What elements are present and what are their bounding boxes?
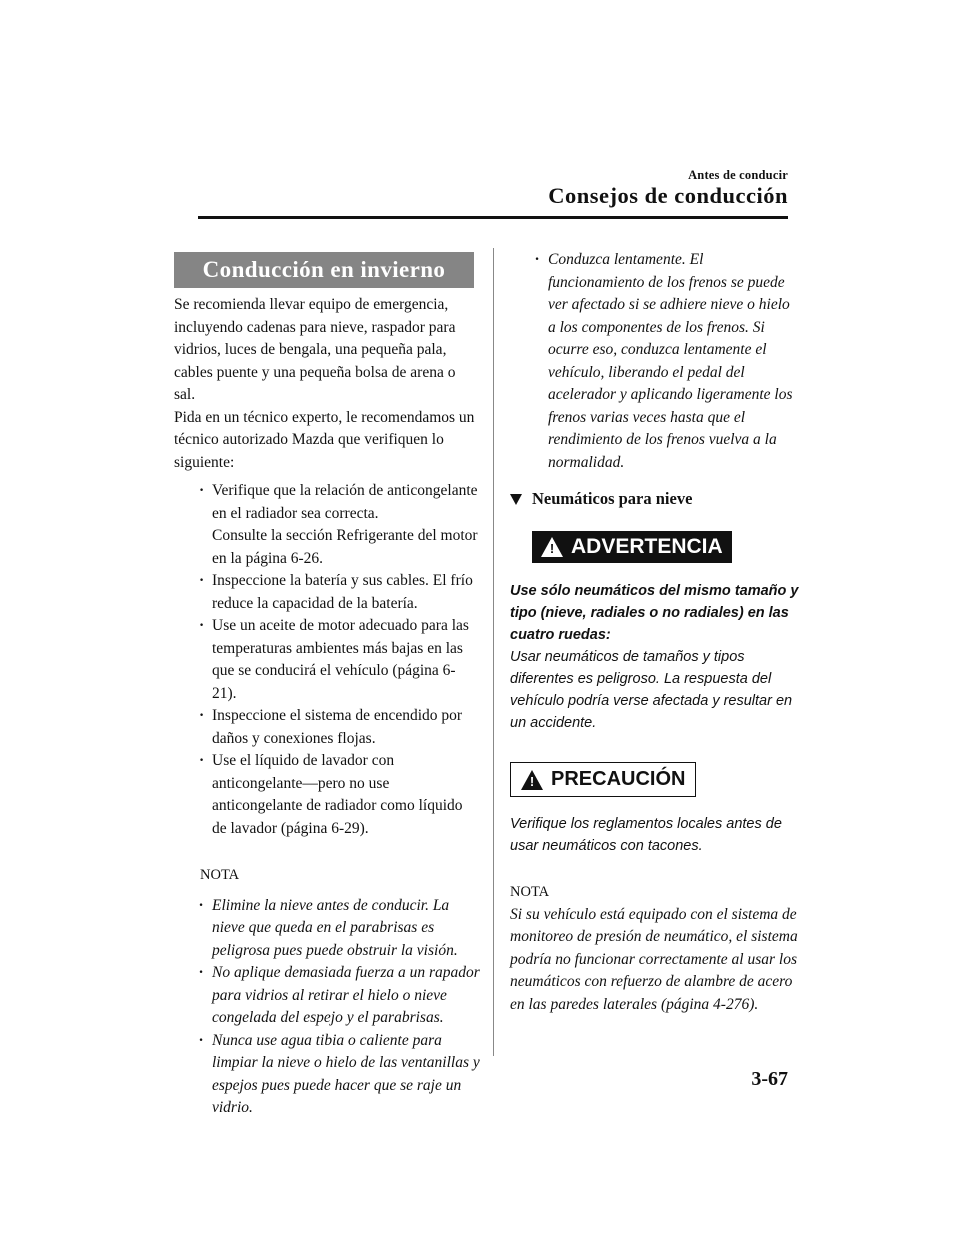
caution-label: PRECAUCIÓN xyxy=(551,768,686,791)
warning-bold-text: Use sólo neumáticos del mismo tamaño y tipo (nieve, radiales o no radiales) en las cuatro ruedas: xyxy=(510,583,799,644)
nota-item: · No aplique demasiada fuerza a un rapador para vidrios al retirar el hielo o nieve congelada del espejo y el parabrisas. xyxy=(174,962,480,1030)
intro-paragraph-2: Pida en un técnico experto, le recomendamos un técnico autorizado Mazda que verifiquen lo siguiente: xyxy=(174,408,475,471)
nota-label: NOTA xyxy=(510,884,550,900)
nota-text: Si su vehículo está equipado con el sistema de monitoreo de presión de neumático, el sistema podría no funcionar correctamente al usar los neumáticos con refuerzo de alambre de acero en las paredes laterales (página 4-276). xyxy=(510,905,798,1013)
section-header-title: Consejos de conducción xyxy=(548,183,788,208)
list-item: · Use un aceite de motor adecuado para las temperaturas ambientes más bajas en las que se conducirá el vehículo (página 6-21). xyxy=(174,615,480,705)
subsection-heading-text: Neumáticos para nieve xyxy=(532,489,693,508)
list-item-reference: Consulte la sección Refrigerante del motor en la página 6-26. xyxy=(212,527,478,567)
warning-badge xyxy=(532,531,732,564)
warning-icon: ! xyxy=(541,537,563,557)
caution-badge xyxy=(510,762,696,797)
chapter-label: Antes de conducir xyxy=(688,168,788,182)
nota-list xyxy=(174,895,480,1120)
caution-text: Verifique los reglamentos locales antes de usar neumáticos con tacones. xyxy=(510,816,782,854)
list-item xyxy=(174,480,480,570)
triangle-down-icon xyxy=(510,494,522,505)
right-column xyxy=(510,249,800,1016)
header-rule xyxy=(198,216,788,219)
nota-item: · Conduzca lentamente. El funcionamiento de los frenos se puede ver afectado si se adhiere nieve o hielo a los componentes de los frenos. Si ocurre eso, conduzca lentamente el vehículo, liberando el pedal del acelerador y aplicando ligeramente los frenos varias veces hasta que el rendimiento de los frenos vuelva a la normalidad. xyxy=(510,249,800,474)
warning-text: Usar neumáticos de tamaños y tipos diferentes es peligroso. La respuesta del vehículo podría verse afectada y resultar en un accidente. xyxy=(510,649,793,732)
list-item: · Use el líquido de lavador con anticongelante―pero no use anticongelante de radiador como líquido de lavador (página 6-29). xyxy=(174,750,480,840)
continued-list xyxy=(510,249,800,474)
page-number: 3-67 xyxy=(751,1068,788,1090)
left-column xyxy=(174,252,480,1120)
nota-item: · Elimine la nieve antes de conducir. La nieve que queda en el parabrisas es peligrosa pues puede obstruir la visión. xyxy=(174,895,480,963)
list-item: · Inspeccione la batería y sus cables. El frío reduce la capacidad de la batería. xyxy=(174,570,480,615)
column-divider xyxy=(493,248,494,1056)
nota-label: NOTA xyxy=(200,867,240,883)
warning-icon: ! xyxy=(521,770,543,790)
list-item: · Inspeccione el sistema de encendido por daños y conexiones flojas. xyxy=(174,705,480,750)
intro-paragraph: Se recomienda llevar equipo de emergencia, incluyendo cadenas para nieve, raspador para vidrios, luces de bengala, una pequeña pala, cables puente y una pequeña bolsa de arena o sal. xyxy=(174,296,456,403)
checklist xyxy=(174,480,480,840)
warning-label: ADVERTENCIA xyxy=(571,534,723,558)
warning-body xyxy=(510,580,800,734)
list-item-text: Verifique que la relación de anticongelante en el radiador sea correcta. xyxy=(212,482,478,522)
section-banner: Conducción en invierno xyxy=(174,252,474,288)
subsection-heading xyxy=(510,488,800,511)
nota-item: · Nunca use agua tibia o caliente para limpiar la nieve o hielo de las ventanillas y espejos pues puede hacer que se raje un vidrio. xyxy=(174,1030,480,1120)
